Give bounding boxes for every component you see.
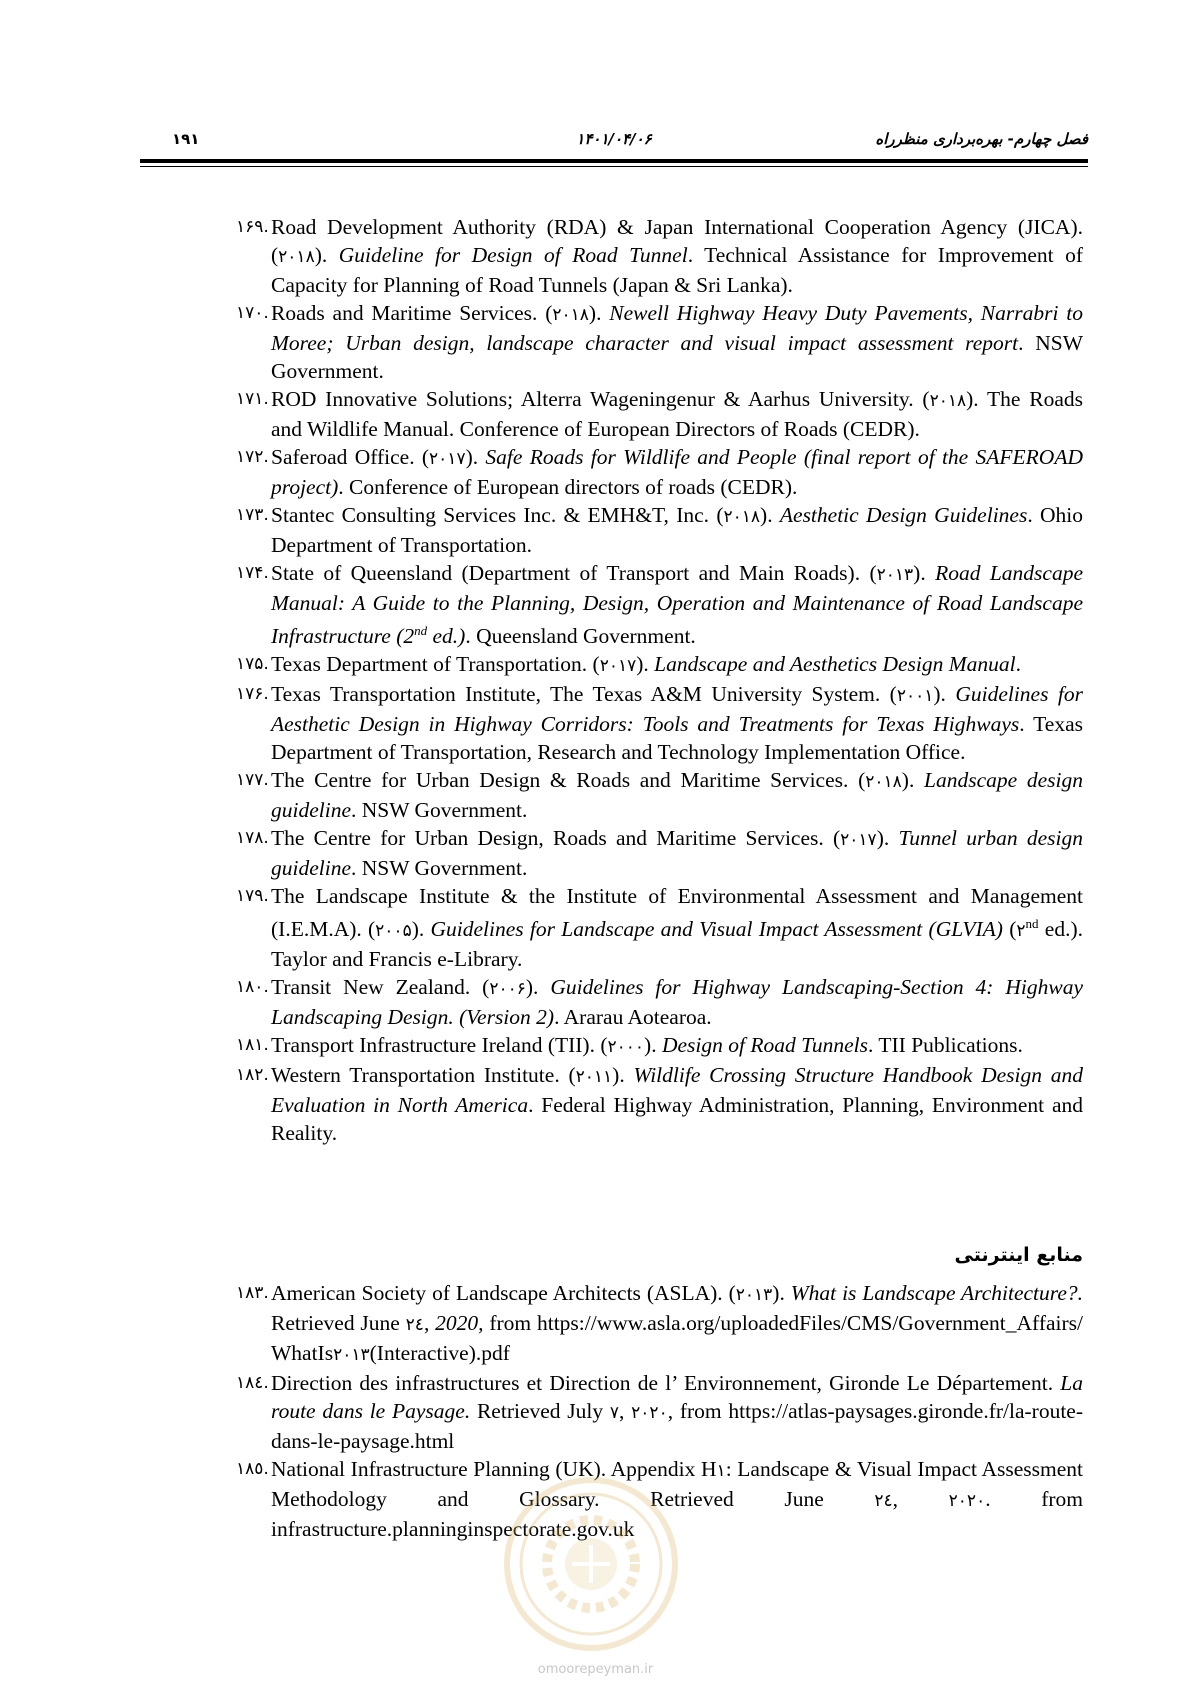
reference-text: ۲۰۱۸: [552, 305, 589, 325]
reference-text: . Queensland Government.: [465, 624, 696, 649]
reference-text: ۲۰۲۰: [948, 1491, 986, 1511]
reference-title: Safe Roads for Wildlife and People (final report of the SAFEROAD project): [271, 445, 1083, 499]
reference-text: . Ararau Aotearoa.: [554, 1005, 712, 1030]
reference-text: National Infrastructure Planning (UK). Appendix H: [271, 1457, 717, 1481]
reference-text: Direction des infrastructures et Direction de l’ Environnement, Gironde Le Département.: [271, 1371, 1061, 1395]
reference-text: ۲۰۱۸: [723, 507, 761, 527]
reference-text: ۲۰۱۷: [429, 449, 466, 469]
reference-number: ۱۷۴.: [236, 563, 269, 583]
reference-title: Wildlife Crossing Structure Handbook Design and Evaluation in North America: [271, 1063, 1084, 1118]
reference-title: What is Landscape Architecture?.: [790, 1281, 1084, 1305]
reference-title: Design of Road Tunnels: [661, 1033, 869, 1058]
reference-number: ۱۷۷.: [236, 770, 269, 791]
reference-item: [236, 1031, 1083, 1061]
reference-number: ۱۷۲.: [236, 447, 269, 467]
reference-text: ۲٤: [874, 1491, 893, 1511]
reference-number: ۱۸٤.: [236, 1373, 269, 1393]
reference-title: ed.): [427, 624, 466, 649]
reference-text: The Centre for Urban Design, Roads and Maritime Services. (: [271, 826, 841, 851]
reference-text: . NSW Government.: [351, 798, 528, 823]
reference-number: ۱۷۸.: [236, 828, 269, 849]
reference-text: . NSW Government.: [271, 331, 1084, 383]
reference-text: . Texas Department of Transportation, Research and Technology Implementation Office.: [271, 712, 1083, 765]
reference-text: ).: [760, 503, 780, 527]
reference-text: . from infrastructure.planninginspectorate.gov.uk: [271, 1487, 1083, 1541]
reference-text: ,: [423, 1311, 436, 1335]
reference-text: ۲۰۱۷: [840, 830, 877, 851]
reference-item: [236, 385, 1083, 443]
reference-text: Transport Infrastructure Ireland (TII). (: [271, 1033, 608, 1058]
reference-number: ۱۶۹.: [236, 217, 269, 237]
reference-title: Aesthetic Design Guidelines: [779, 503, 1028, 527]
reference-text: ).: [913, 561, 936, 585]
reference-item: [236, 1061, 1083, 1147]
reference-item: [236, 973, 1083, 1031]
reference-item: [236, 766, 1083, 824]
reference-text: . NSW Government.: [351, 856, 528, 881]
reference-text: ۲۰۱۳: [876, 565, 914, 585]
reference-text: ۲۰۱۸: [278, 247, 315, 267]
reference-title: Guidelines for Aesthetic Design in Highway Corridors: Tools and Treatments for Texas Highways: [271, 682, 1083, 737]
reference-number: ۱۷۰.: [236, 303, 269, 323]
reference-item: [236, 680, 1083, 766]
chapter-title: فصل چهارم- بهره‌برداری منظرراه: [875, 130, 1088, 148]
reference-item: [236, 824, 1083, 882]
reference-text: . Conference of European directors of roads (CEDR).: [338, 475, 798, 499]
reference-text: ).: [772, 1281, 791, 1305]
reference-title: Landscape and Aesthetics Design Manual: [654, 652, 1016, 677]
reference-text: .: [1015, 652, 1022, 677]
reference-text: ۲۰۱۸: [865, 772, 902, 793]
reference-text: ۲٤: [405, 1315, 424, 1335]
reference-item: [236, 299, 1083, 385]
reference-text: Road Development Authority (RDA) & Japan International Cooperation Agency (JICA). (: [271, 215, 1083, 267]
reference-text: ,: [619, 1399, 632, 1423]
reference-text: ,: [892, 1487, 949, 1511]
reference-item: [236, 213, 1083, 299]
reference-text: American Society of Landscape Architects (ASLA). (: [271, 1281, 736, 1305]
reference-text: ed.). Taylor and Francis e-Library.: [271, 917, 1083, 972]
watermark-seal-icon: [502, 1475, 680, 1653]
reference-title: Road Landscape Manual: A Guide to the Planning, Design, Operation and Maintenance of Road Landscape Infrastructure (2: [271, 561, 1083, 649]
reference-number: ۱۸٥.: [236, 1459, 269, 1479]
reference-text: State of Queensland (Department of Transport and Main Roads). (: [271, 561, 877, 585]
reference-text: (: [1002, 917, 1017, 942]
reference-item: [236, 1369, 1083, 1455]
reference-text: . Federal Highway Administration, Planning, Environment and Reality.: [271, 1093, 1083, 1146]
reference-item: [236, 501, 1083, 559]
reference-text: ۲۰۲۰: [631, 1403, 668, 1423]
watermark-text: omoorepeyman.ir: [537, 1662, 654, 1677]
reference-text: ). The Roads and Wildlife Manual. Conference of European Directors of Roads (CEDR).: [271, 387, 1083, 441]
reference-text: ۲: [1016, 921, 1026, 942]
reference-title: Guidelines for Landscape and Visual Impact Assessment (GLVIA): [430, 917, 1003, 942]
reference-text: ).: [588, 301, 610, 325]
reference-text: . Ohio Department of Transportation.: [271, 503, 1084, 557]
reference-text: ۲۰۱۷: [599, 656, 637, 677]
reference-text: ۷: [609, 1403, 620, 1423]
page-header: [140, 130, 1088, 154]
reference-text: ۲۰۱۳: [333, 1345, 370, 1365]
header-date: ۱۴۰۱/۰۴/۰۶: [576, 130, 652, 148]
reference-text: : Landscape & Visual Impact Assessment Methodology and Glossary. Retrieved June: [271, 1457, 1083, 1511]
reference-text: Texas Department of Transportation. (: [271, 652, 600, 677]
reference-text: ۲۰۰۱: [896, 686, 934, 707]
reference-item: [236, 1279, 1083, 1369]
reference-text: ۲۰۰۶: [489, 979, 526, 1000]
reference-text: ۲۰۱۱: [575, 1067, 613, 1088]
reference-text: , from https://atlas-paysages.gironde.fr/la-route-dans-le-paysage.html: [271, 1399, 1084, 1453]
reference-text: ۲۰۰۰: [607, 1037, 645, 1058]
reference-text: ).: [901, 768, 925, 793]
reference-text: ).: [411, 917, 431, 942]
reference-text: ).: [933, 682, 956, 707]
reference-title: nd: [414, 623, 428, 638]
reference-text: The Landscape Institute & the Institute of Environmental Assessment and Management (I.E.M.A). (: [271, 884, 1083, 942]
reference-item: [236, 443, 1083, 501]
reference-text: ).: [465, 445, 486, 469]
reference-text: ).: [314, 243, 339, 267]
reference-text: from https://www.asla.org/uploadedFiles/CMS/Government_Affairs/WhatIs: [271, 1311, 1084, 1365]
reference-text: ۲۰۱۳: [735, 1285, 773, 1305]
reference-title: Guidelines for Highway Landscaping-Section 4: Highway Landscaping Design. (Version 2): [271, 975, 1083, 1030]
page-number: ۱۹۱: [172, 130, 200, 148]
reference-number: ۱۸۳.: [236, 1283, 269, 1303]
reference-item: [236, 559, 1083, 650]
reference-number: ۱۸۰.: [236, 977, 269, 998]
reference-text: Retrieved June: [271, 1311, 406, 1335]
reference-number: ۱۷۹.: [236, 886, 269, 907]
reference-text: ).: [644, 1033, 662, 1058]
reference-number: ۱۸۱.: [236, 1035, 269, 1056]
header-rule-thick: [140, 159, 1088, 163]
reference-text: nd: [1025, 916, 1039, 932]
reference-number: ۱۷۶.: [236, 684, 269, 705]
reference-text: ).: [525, 975, 551, 1000]
reference-text: ).: [636, 652, 655, 677]
reference-number: ۱۷۳.: [236, 505, 269, 525]
reference-title: Tunnel urban design guideline: [271, 826, 1083, 881]
reference-text: ).: [876, 826, 899, 851]
reference-text: Stantec Consulting Services Inc. & EMH&T, Inc. (: [271, 503, 724, 527]
reference-number: ۱۸۲.: [236, 1065, 269, 1086]
reference-title: Newell Highway Heavy Duty Pavements, Narrabri to Moree; Urban design, landscape character and visual impact assessment report: [271, 301, 1083, 355]
reference-text: Texas Transportation Institute, The Texas A&M University System. (: [271, 682, 897, 707]
reference-number: ۱۷۵.: [236, 654, 269, 675]
header-rule-thin: [140, 166, 1088, 167]
reference-text: Retrieved July: [470, 1399, 610, 1423]
reference-title: Guideline for Design of Road Tunnel: [338, 243, 688, 267]
reference-number: ۱۷۱.: [236, 389, 269, 409]
reference-text: ۲۰۰۵: [375, 921, 412, 942]
reference-list: [236, 213, 1083, 1147]
reference-text: Transit New Zealand. (: [271, 975, 490, 1000]
reference-text: Saferoad Office. (: [271, 445, 430, 469]
reference-title: Landscape design guideline: [271, 768, 1083, 823]
reference-text: The Centre for Urban Design & Roads and Maritime Services. (: [271, 768, 866, 793]
reference-text: . Technical Assistance for Improvement of Capacity for Planning of Road Tunnels (Japan & Sri Lanka).: [271, 243, 1083, 297]
reference-text: Western Transportation Institute. (: [271, 1063, 576, 1088]
reference-text: ۱: [716, 1461, 726, 1481]
reference-item: [236, 650, 1083, 680]
reference-text: . TII Publications.: [868, 1033, 1023, 1058]
reference-text: ۲۰۱۸: [929, 391, 967, 411]
reference-item: [236, 882, 1083, 973]
reference-title: 2020,: [435, 1311, 484, 1335]
reference-title: La route dans le Paysage.: [271, 1371, 1083, 1423]
reference-text: (Interactive).pdf: [369, 1341, 510, 1365]
online-sources-heading: منابع اینترنتی: [954, 1244, 1083, 1266]
reference-text: Roads and Maritime Services. (: [271, 301, 553, 325]
reference-text: ROD Innovative Solutions; Alterra Wageningenur & Aarhus University. (: [271, 387, 930, 411]
reference-text: ).: [612, 1063, 634, 1088]
